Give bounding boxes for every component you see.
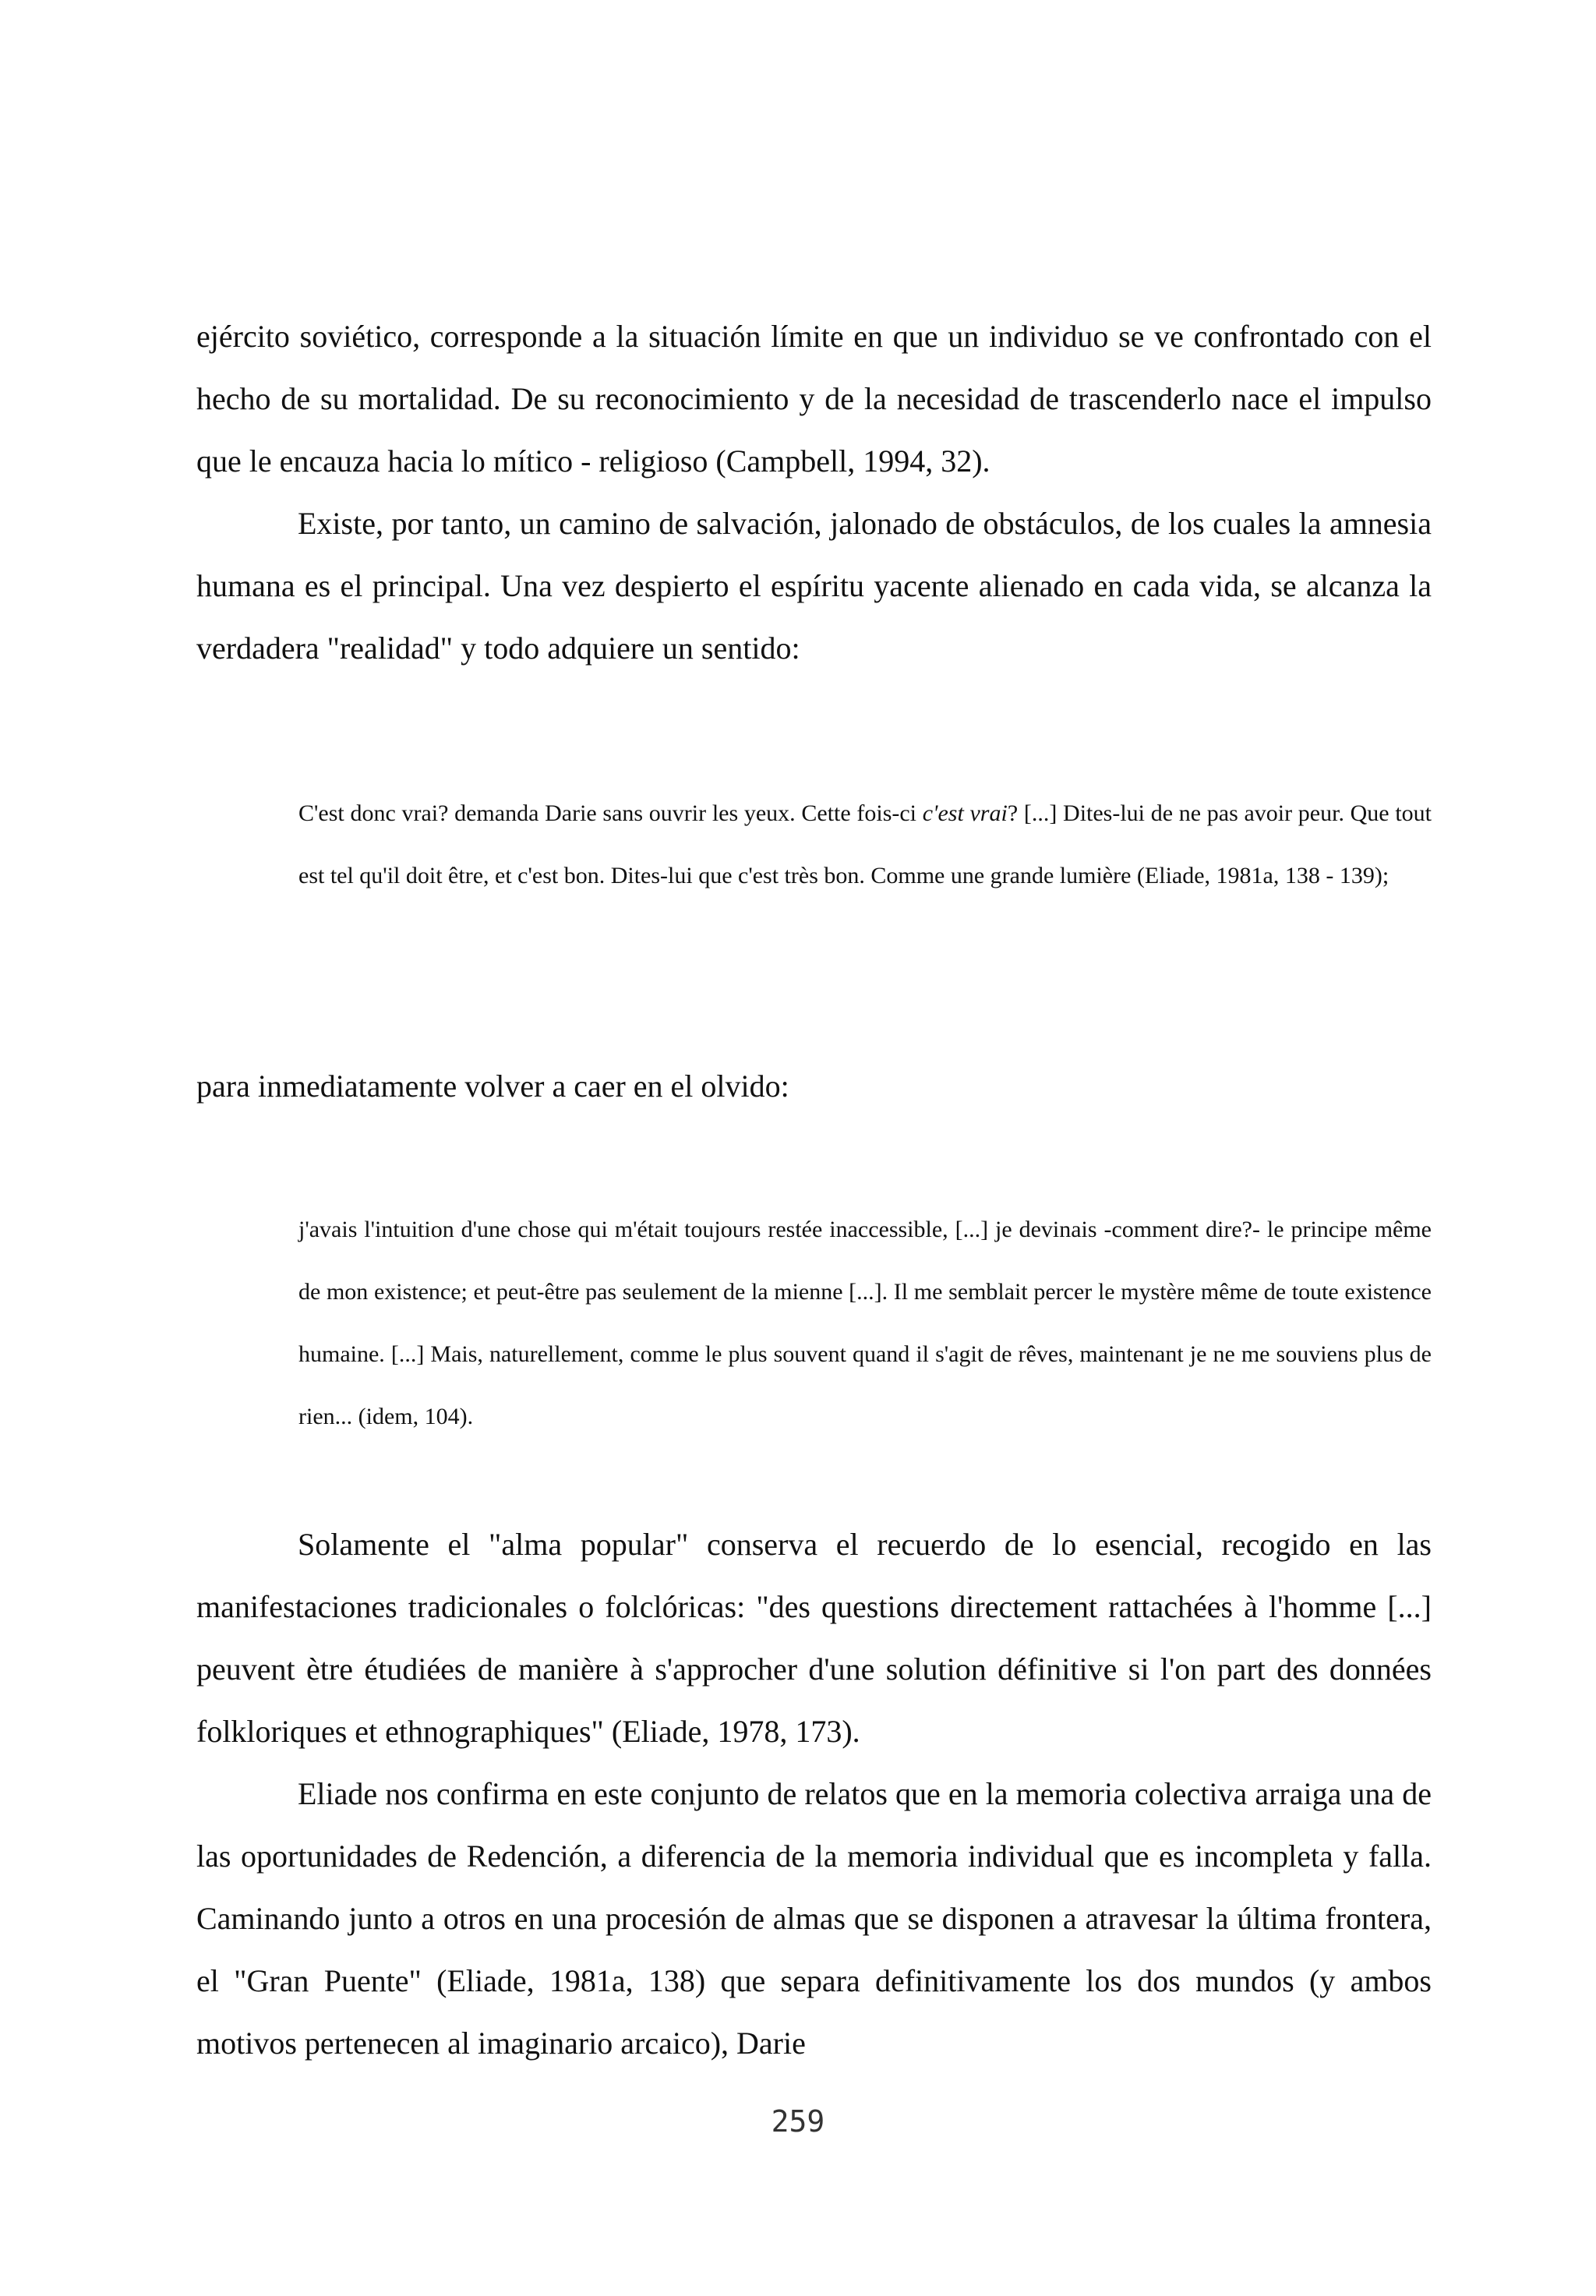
paragraph-olvido: para inmediatamente volver a caer en el olvido:	[196, 1069, 789, 1104]
block-quote-text: C'est donc vrai? demanda Darie sans ouvrir les yeux. Cette fois-ci c'est vrai? [...] Dites-lui de ne pas avoir peur. Que tout est tel qu'il doit être, et c'est bon. Dites-lui que c'est très bon. Comme une grande lumière (Eliade, 1981a, 138 - 139);	[298, 800, 1432, 888]
paragraph-eliade-confirma: Eliade nos confirma en este conjunto de relatos que en la memoria colectiva arraiga una de las oportunidades de Redención, a diferencia de la memoria individual que es incompleta y falla. Caminando junto a otros en una procesión de almas que se disponen a atravesar la última frontera, el "Gran Puente" (Eliade, 1981a, 138) que separa definitivamente los dos mundos (y ambos motivos pertenecen al imaginario arcaico), Darie	[196, 1776, 1432, 2061]
paragraph-salvation: Existe, por tanto, un camino de salvación, jalonado de obstáculos, de los cuales la amnesia humana es el principal. Una vez despierto el espíritu yacente alienado en cada vida, se alcanza la verdadera "realidad" y todo adquiere un sentido:	[196, 506, 1432, 666]
transition-line	[196, 1055, 1432, 1118]
block-quote-intuition	[298, 1199, 1432, 1448]
paragraph-alma-popular: Solamente el "alma popular" conserva el recuerdo de lo esencial, recogido en las manifestaciones tradicionales o folclóricas: "des questions directement rattachées à l'homme [...] peuvent ètre étudiées de manière à s'approcher d'une solution définitive si l'on part des données folkloriques et ethnographiques" (Eliade, 1978, 173).	[196, 1527, 1432, 1749]
body-text-top	[196, 306, 1432, 680]
body-text-bottom	[196, 1514, 1432, 2075]
italic-phrase: c'est vrai	[922, 800, 1008, 826]
block-quote-darie	[298, 782, 1432, 907]
page-number: 259	[771, 2104, 825, 2139]
paragraph-continuation: ejército soviético, corresponde a la situación límite en que un individuo se ve confrontado con el hecho de su mortalidad. De su reconocimiento y de la necesidad de trascenderlo nace el impulso que le encauza hacia lo mítico - religioso (Campbell, 1994, 32).	[196, 319, 1432, 479]
block-quote-text-2: j'avais l'intuition d'une chose qui m'était toujours restée inaccessible, [...] je devinais -comment dire?- le principe même de mon existence; et peut-être pas seulement de la mienne [...]. Il me semblait percer le mystère même de toute existence humaine. [...] Mais, naturellement, comme le plus souvent quand il s'agit de rêves, maintenant je ne me souviens plus de rien... (idem, 104).	[298, 1217, 1432, 1429]
